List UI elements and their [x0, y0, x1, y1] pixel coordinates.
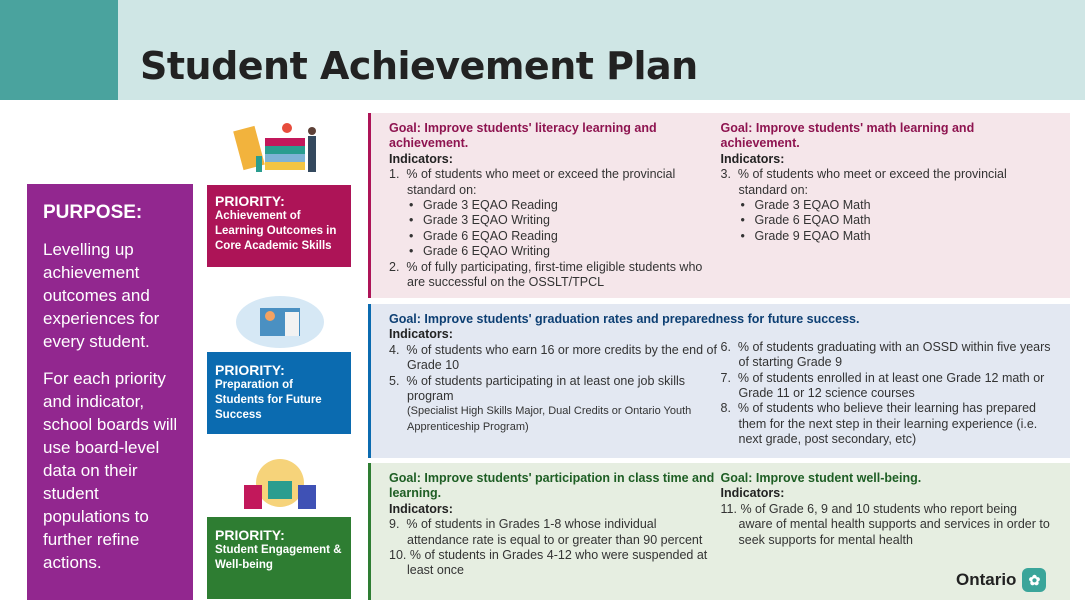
- indicator-item: 7. % of students enrolled in at least one Grade 12 math or Grade 11 or 12 science courses: [720, 370, 1045, 401]
- purpose-text: Levelling up achievement outcomes and experiences for every student.: [43, 240, 160, 351]
- indicator-item: 1. % of students who meet or exceed the provincial standard on:: [389, 167, 676, 197]
- literacy-goal-column: [389, 121, 721, 290]
- sub-item: • Grade 6 EQAO Math: [721, 213, 1053, 228]
- trillium-icon: ✿: [1022, 568, 1046, 592]
- indicator-item: 2. % of fully participating, first-time eligible students who are successful on the OSSLT/TPCL: [389, 259, 703, 290]
- wellbeing-goal-column: [721, 471, 1053, 579]
- indicators-label: Indicators:: [389, 327, 453, 342]
- indicator-item: 9. % of students in Grades 1-8 whose individual attendance rate is equal to or greater than 90 percent: [389, 517, 703, 547]
- sub-item: • Grade 3 EQAO Reading: [389, 198, 721, 213]
- sub-item: • Grade 9 EQAO Math: [721, 229, 1053, 244]
- goal-title: Goal: Improve students' literacy learning and achievement.: [389, 121, 657, 151]
- math-goal-column: [721, 121, 1053, 290]
- graduation-right-column: [721, 340, 1053, 448]
- priority-achievement: [207, 185, 351, 267]
- purpose-heading: PURPOSE:: [43, 202, 143, 223]
- header-accent: [0, 0, 118, 100]
- indicator-item: 11. % of Grade 6, 9 and 10 students who report being aware of mental health supports and services in order to seek supports for mental health: [720, 501, 1050, 547]
- priority-text: Student Engagement & Well-being: [215, 544, 342, 571]
- graduation-left-column: [389, 343, 721, 448]
- goal-title: Goal: Improve students' math learning and achievement.: [720, 121, 975, 151]
- priority-label: PRIORITY:: [215, 193, 285, 209]
- indicator-item: 4. % of students who earn 16 or more credits by the end of Grade 10: [389, 342, 717, 373]
- goal-title: Goal: Improve students' graduation rates and preparedness for future success.: [389, 312, 860, 326]
- participation-goal-column: [389, 471, 721, 579]
- indicator-item: 8. % of students who believe their learning has prepared them for the next step in their learning experience (i.e. next grade, post secondary, etc): [720, 401, 1038, 447]
- purpose-detail: For each priority and indicator, school boards will use board-level data on their student populations to further refine actions.: [43, 369, 178, 572]
- purpose-box: [27, 184, 193, 600]
- indicator-item: 6. % of students graduating with an OSSD within five years of starting Grade 9: [720, 339, 1051, 370]
- ontario-logo: [956, 568, 1046, 592]
- literacy-math-panel: [368, 113, 1070, 298]
- engagement-illustration-icon: [230, 455, 330, 515]
- priority-preparation: [207, 352, 351, 434]
- indicator-item: 10. % of students in Grades 4-12 who were suspended at least once: [389, 548, 708, 578]
- goal-title: Goal: Improve students' participation in class time and learning.: [389, 471, 715, 501]
- goal-title: Goal: Improve student well-being.: [720, 471, 922, 485]
- students-books-illustration-icon: [230, 118, 330, 178]
- priority-text: Achievement of Learning Outcomes in Core Academic Skills: [215, 210, 337, 252]
- sub-item: • Grade 3 EQAO Writing: [389, 213, 721, 228]
- sub-item: • Grade 6 EQAO Reading: [389, 229, 721, 244]
- indicators-label: Indicators:: [720, 151, 785, 166]
- indicator-item: 3. % of students who meet or exceed the provincial standard on:: [720, 167, 1007, 197]
- sub-item: • Grade 6 EQAO Writing: [389, 244, 721, 259]
- sub-item: • Grade 3 EQAO Math: [721, 198, 1053, 213]
- priority-label: PRIORITY:: [215, 362, 285, 378]
- preparation-illustration-icon: [230, 290, 330, 350]
- graduation-panel: [368, 304, 1070, 458]
- priority-label: PRIORITY:: [215, 527, 285, 543]
- indicators-label: Indicators:: [389, 501, 453, 516]
- priority-text: Preparation of Students for Future Success: [215, 379, 322, 421]
- indicator-item: 5. % of students participating in at least one job skills program: [389, 373, 686, 404]
- ontario-wordmark: Ontario: [956, 570, 1017, 589]
- page-title: Student Achievement Plan: [140, 44, 698, 88]
- indicators-label: Indicators:: [720, 486, 785, 501]
- priority-engagement: [207, 517, 351, 599]
- indicators-label: Indicators:: [389, 151, 453, 166]
- program-note: (Specialist High Skills Major, Dual Credits or Ontario Youth Apprenticeship Program): [407, 405, 692, 433]
